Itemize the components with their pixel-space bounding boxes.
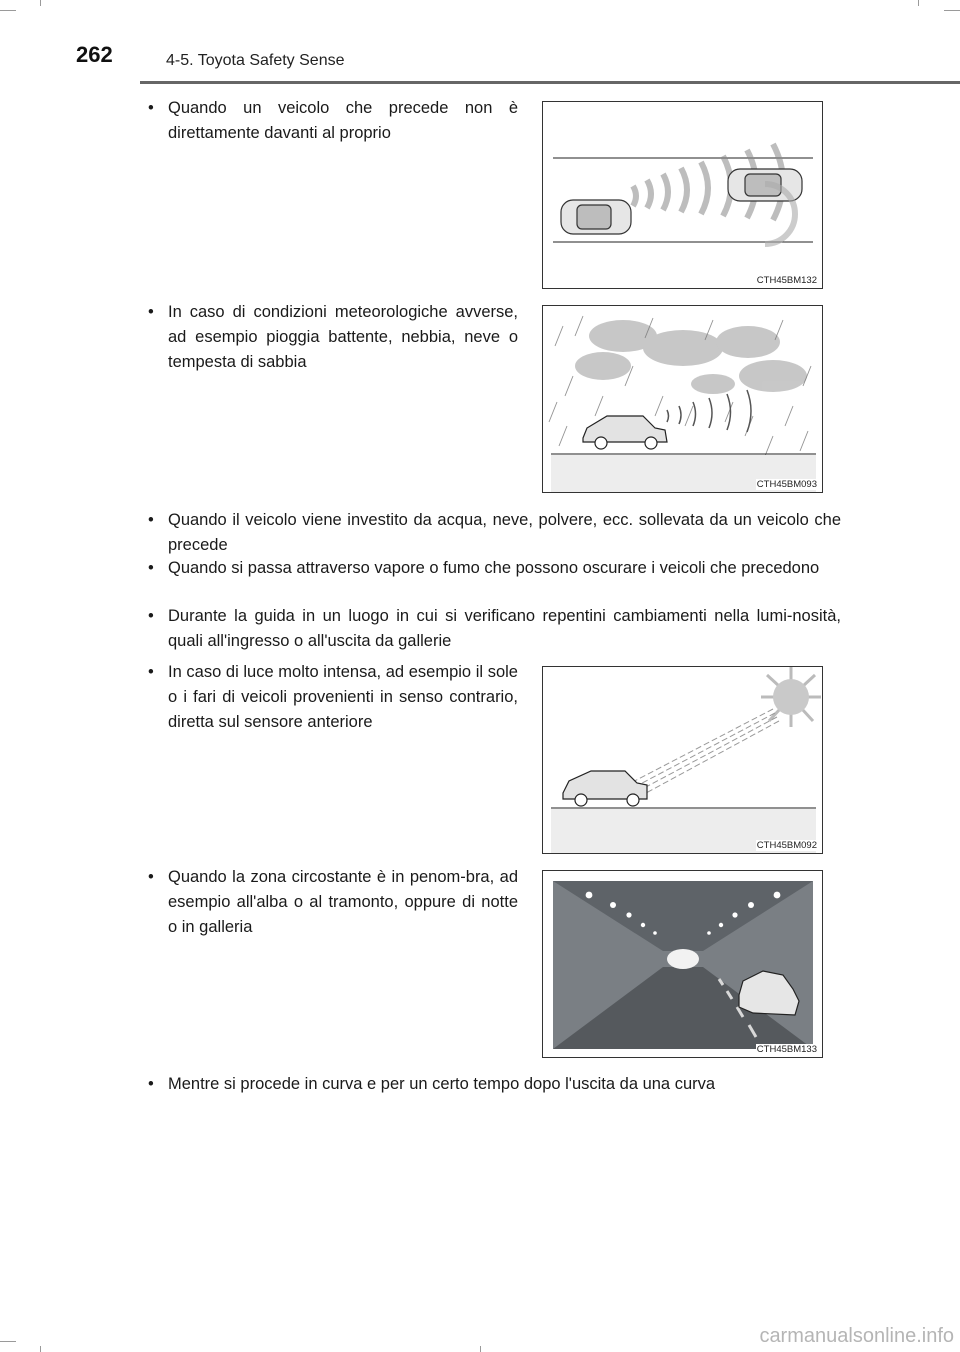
list-item-text: Quando si passa attraverso vapore o fumo che possono oscurare i veicoli che precedono xyxy=(168,559,820,577)
illustration-tunnel xyxy=(542,870,823,1058)
section-title: 4-5. Toyota Safety Sense xyxy=(166,52,345,69)
list-item xyxy=(146,96,518,146)
list-item xyxy=(146,556,841,581)
list-item xyxy=(146,508,841,558)
list-item-text: Mentre si procede in curva e per un certo tempo dopo l'uscita da una curva xyxy=(168,1075,716,1093)
header-rule xyxy=(140,81,960,84)
tunnel-drawing xyxy=(543,871,823,1058)
bullet-marker: • xyxy=(148,663,154,681)
bullet-marker: • xyxy=(148,303,154,321)
list-item xyxy=(146,1072,841,1097)
list-item xyxy=(146,660,518,735)
tunnel-exit-icon xyxy=(667,949,699,969)
list-item-text: Quando il veicolo viene investito da acqua, neve, polvere, ecc. sollevata da un veicolo che precede xyxy=(168,511,841,554)
figure-code: CTH45BM132 xyxy=(756,275,817,286)
bullet-marker: • xyxy=(148,868,154,886)
illustration-offset-vehicle xyxy=(542,101,823,289)
watermark: carmanualsonline.info xyxy=(759,1325,954,1347)
list-item xyxy=(146,865,518,940)
car-icon xyxy=(583,416,667,449)
crop-mark xyxy=(0,1341,16,1342)
bullet-marker: • xyxy=(148,1075,154,1093)
illustration-bad-weather xyxy=(542,305,823,493)
list-item-text: In caso di condizioni meteorologiche avverse, ad esempio pioggia battente, nebbia, neve o tempesta di sabbia xyxy=(168,303,518,371)
bullet-marker: • xyxy=(148,99,154,117)
cloud-icon xyxy=(575,320,807,394)
illustration-strong-light xyxy=(542,666,823,854)
bad-weather-drawing xyxy=(543,306,823,493)
list-item xyxy=(146,300,518,375)
list-item xyxy=(146,604,841,654)
strong-light-drawing xyxy=(543,667,823,854)
figure-code: CTH45BM092 xyxy=(756,840,817,851)
crop-mark xyxy=(480,1346,481,1352)
offset-vehicle-drawing xyxy=(543,102,823,289)
page-number: 262 xyxy=(76,42,113,67)
sun-icon xyxy=(761,667,821,727)
list-item-text: Quando la zona circostante è in penom-bra, ad esempio all'alba o al tramonto, oppure di notte o in galleria xyxy=(168,868,518,936)
figure-code: CTH45BM093 xyxy=(756,479,817,490)
bullet-marker: • xyxy=(148,511,154,529)
bullet-marker: • xyxy=(148,607,154,625)
list-item-text: Quando un veicolo che precede non è direttamente davanti al proprio xyxy=(168,99,518,142)
page-header xyxy=(0,0,960,82)
bullet-marker: • xyxy=(148,559,154,577)
car-icon xyxy=(563,771,647,806)
list-item-text: In caso di luce molto intensa, ad esempio il sole o i fari di veicoli provenienti in senso contrario, diretta sul sensore anteriore xyxy=(168,663,518,731)
crop-mark xyxy=(40,1346,41,1352)
list-item-text: Durante la guida in un luogo in cui si verificano repentini cambiamenti nella lumi-nosità, quali all'ingresso o all'uscita da gallerie xyxy=(168,607,841,650)
figure-code: CTH45BM133 xyxy=(756,1044,817,1055)
